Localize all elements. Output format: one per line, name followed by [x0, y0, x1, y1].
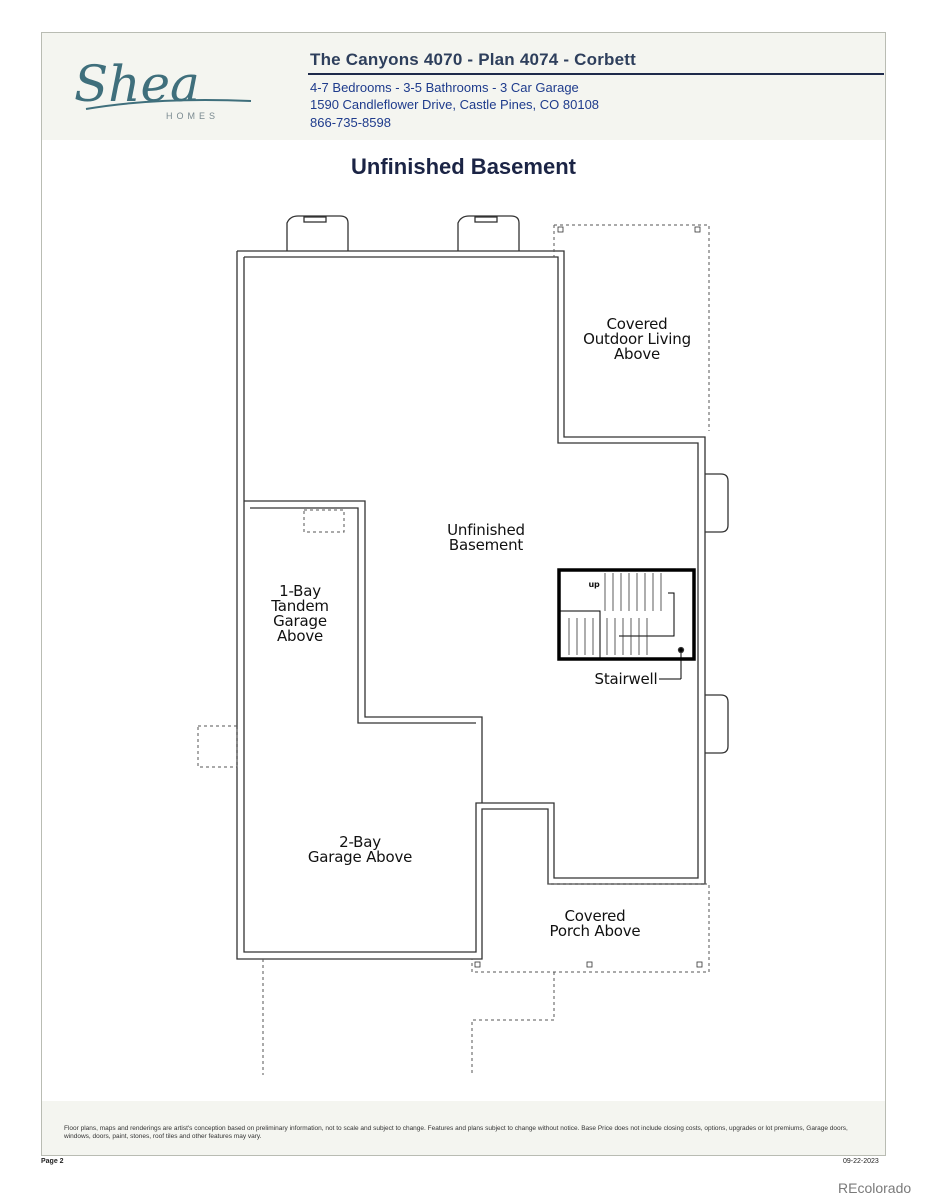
bump-out-left [198, 726, 237, 767]
room-label-covered-porch: Covered Porch Above [549, 907, 641, 940]
plan-title: Unfinished Basement [351, 154, 576, 179]
home-specs: 4-7 Bedrooms - 3-5 Bathrooms - 3 Car Garage [310, 80, 579, 95]
page-number: Page 2 [41, 1158, 64, 1165]
document-date: 09-22-2023 [843, 1158, 879, 1165]
room-label-two-bay-garage: 2-Bay Garage Above [307, 833, 413, 866]
recolorado-watermark: REcolorado [838, 1180, 912, 1196]
footer [42, 1101, 885, 1155]
svg-text:HOMES: HOMES [166, 111, 220, 121]
room-label-unfinished-basement: Unfinished Basement [447, 521, 525, 554]
plan-sheet [41, 32, 886, 1156]
phone-number: 866-735-8598 [310, 115, 391, 130]
community-plan-title: The Canyons 4070 - Plan 4074 - Corbett [310, 50, 636, 69]
driveway-right [472, 972, 554, 1075]
window-well-right-lower [705, 695, 728, 753]
floor-plan-drawing [42, 33, 885, 1101]
window-well-right-upper [705, 474, 728, 532]
room-label-covered-outdoor: Covered Outdoor Living Above [583, 315, 691, 363]
window-well-right [458, 216, 519, 251]
stair-up-label: up [588, 580, 600, 589]
room-label-tandem-garage: 1-Bay Tandem Garage Above [271, 582, 329, 645]
window-well-left [287, 216, 348, 251]
address: 1590 Candleflower Drive, Castle Pines, CO 80108 [310, 97, 600, 112]
room-label-stairwell: Stairwell [594, 670, 658, 688]
svg-text:Shea: Shea [74, 55, 200, 113]
disclaimer-text: Floor plans, maps and renderings are artist's conception based on preliminary information, not to scale and subject to change. Features and plans subject to change without notice. Base Price does not include closing costs, options, upgrades or lot premiums, Garage doors, windows, doors, paint, stones, roof tiles and other features may vary. [64, 1125, 848, 1140]
